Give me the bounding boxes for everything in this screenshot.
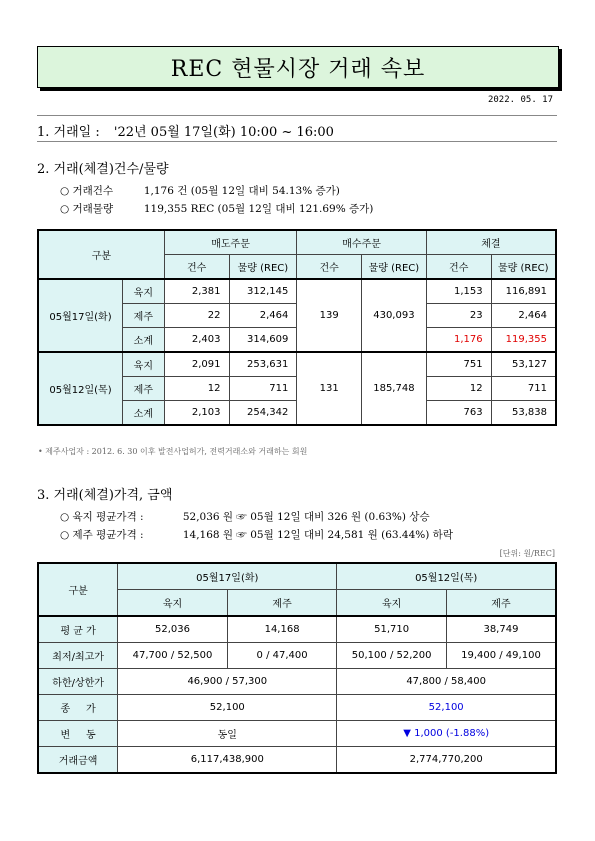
- sell-count: 2,103: [164, 401, 229, 426]
- table-row: [38, 352, 556, 377]
- sell-volume: 2,464: [229, 304, 297, 328]
- header-land: 육지: [118, 590, 228, 617]
- minmax-value: 50,100 / 52,200: [337, 643, 447, 669]
- header-volume: 물량 (REC): [229, 255, 297, 280]
- deal-volume: 116,891: [491, 279, 556, 304]
- report-date: 2022. 05. 17: [487, 95, 553, 105]
- avg-value: 38,749: [446, 616, 556, 643]
- header-sell: 매도주문: [164, 230, 297, 255]
- limit-value: 47,800 / 58,400: [337, 669, 556, 695]
- deal-count: 1,153: [426, 279, 491, 304]
- deal-count: 23: [426, 304, 491, 328]
- amount-label: 거래금액: [38, 747, 118, 774]
- row-date: 05월17일(화): [38, 279, 122, 352]
- deal-volume: 2,464: [491, 304, 556, 328]
- amount-value: 2,774,770,200: [337, 747, 556, 774]
- deal-volume: 53,838: [491, 401, 556, 426]
- jeju-price-line: [60, 527, 453, 542]
- table-row: [38, 643, 556, 669]
- land-price-label: 육지 평균가격 :: [72, 511, 144, 523]
- header-count: 건수: [297, 255, 362, 280]
- table-row: [38, 695, 556, 721]
- sell-count: 2,381: [164, 279, 229, 304]
- count-line: [60, 183, 340, 198]
- volume-line: [60, 201, 373, 216]
- jeju-price-label: 제주 평균가격 :: [72, 529, 144, 541]
- sell-count: 12: [164, 377, 229, 401]
- volume-table: [37, 229, 557, 426]
- sell-count: 22: [164, 304, 229, 328]
- circle-bullet-icon: ○: [60, 529, 70, 541]
- row-label: 제주: [122, 377, 164, 401]
- sell-volume: 314,609: [229, 328, 297, 353]
- header-date1: 05월17일(화): [118, 563, 337, 590]
- trade-date-label: 1. 거래일 :: [37, 125, 100, 140]
- header-jeju: 제주: [227, 590, 337, 617]
- deal-volume: 53,127: [491, 352, 556, 377]
- land-price-value: 52,036 원 ☞ 05월 12일 대비 326 원 (0.63%) 상승: [182, 511, 430, 523]
- deal-volume: 119,355: [491, 328, 556, 353]
- table-row: [38, 616, 556, 643]
- row-label: 제주: [122, 304, 164, 328]
- header-volume: 물량 (REC): [362, 255, 427, 280]
- minmax-label: 최저/최고가: [38, 643, 118, 669]
- header-count: 건수: [164, 255, 229, 280]
- minmax-value: 19,400 / 49,100: [446, 643, 556, 669]
- table-row: [38, 721, 556, 747]
- header-gubun: 구분: [38, 230, 164, 279]
- land-price-line: [60, 509, 430, 524]
- avg-value: 14,168: [227, 616, 337, 643]
- change-value: 동일: [118, 721, 337, 747]
- header-count: 건수: [426, 255, 491, 280]
- change-label: 변 동: [38, 721, 118, 747]
- volume-value: 119,355 REC (05월 12일 대비 121.69% 증가): [143, 203, 374, 215]
- footnote: • 제주사업자 : 2012. 6. 30 이후 발전사업허가, 전력거래소와 거래하는 회원: [38, 447, 308, 456]
- table-row: [38, 747, 556, 774]
- header-gubun: 구분: [38, 563, 118, 616]
- limit-value: 46,900 / 57,300: [118, 669, 337, 695]
- row-label: 소계: [122, 328, 164, 353]
- row-label: 육지: [122, 352, 164, 377]
- buy-volume: 430,093: [362, 279, 427, 352]
- circle-bullet-icon: ○: [60, 203, 70, 215]
- deal-count: 751: [426, 352, 491, 377]
- table-row: [38, 279, 556, 304]
- header-deal: 체결: [426, 230, 556, 255]
- volume-label: 거래물량: [72, 203, 114, 215]
- divider: [37, 115, 557, 116]
- header-volume: 물량 (REC): [491, 255, 556, 280]
- amount-value: 6,117,438,900: [118, 747, 337, 774]
- minmax-value: 0 / 47,400: [227, 643, 337, 669]
- sell-volume: 711: [229, 377, 297, 401]
- count-value: 1,176 건 (05월 12일 대비 54.13% 증가): [143, 185, 340, 197]
- header-buy: 매수주문: [297, 230, 426, 255]
- close-value: 52,100: [337, 695, 556, 721]
- avg-value: 51,710: [337, 616, 447, 643]
- trade-date-line: [37, 121, 334, 140]
- row-label: 육지: [122, 279, 164, 304]
- deal-count: 1,176: [426, 328, 491, 353]
- circle-bullet-icon: ○: [60, 511, 70, 523]
- circle-bullet-icon: ○: [60, 185, 70, 197]
- trade-date-value: '22년 05월 17일(화) 10:00 ~ 16:00: [113, 125, 334, 140]
- section2-heading: 2. 거래(체결)건수/물량: [37, 162, 169, 177]
- buy-count: 131: [297, 352, 362, 425]
- sell-count: 2,091: [164, 352, 229, 377]
- header-date2: 05월12일(목): [337, 563, 556, 590]
- unit-label: [단위: 원/REC]: [499, 549, 555, 558]
- buy-volume: 185,748: [362, 352, 427, 425]
- deal-count: 12: [426, 377, 491, 401]
- divider: [37, 141, 557, 142]
- jeju-price-value: 14,168 원 ☞ 05월 12일 대비 24,581 원 (63.44%) 하락: [182, 529, 453, 541]
- deal-volume: 711: [491, 377, 556, 401]
- sell-volume: 312,145: [229, 279, 297, 304]
- minmax-value: 47,700 / 52,500: [118, 643, 228, 669]
- header-land: 육지: [337, 590, 447, 617]
- row-label: 소계: [122, 401, 164, 426]
- row-date: 05월12일(목): [38, 352, 122, 425]
- avg-label: 평 균 가: [38, 616, 118, 643]
- count-label: 거래건수: [72, 185, 114, 197]
- report-title: REC 현물시장 거래 속보: [37, 46, 559, 88]
- section3-heading: 3. 거래(체결)가격, 금액: [37, 488, 173, 503]
- avg-value: 52,036: [118, 616, 228, 643]
- buy-count: 139: [297, 279, 362, 352]
- deal-count: 763: [426, 401, 491, 426]
- sell-volume: 254,342: [229, 401, 297, 426]
- sell-volume: 253,631: [229, 352, 297, 377]
- limit-label: 하한/상한가: [38, 669, 118, 695]
- close-value: 52,100: [118, 695, 337, 721]
- sell-count: 2,403: [164, 328, 229, 353]
- change-value: ▼ 1,000 (-1.88%): [337, 721, 556, 747]
- price-table: [37, 562, 557, 774]
- close-label: 종 가: [38, 695, 118, 721]
- table-row: [38, 669, 556, 695]
- header-jeju: 제주: [446, 590, 556, 617]
